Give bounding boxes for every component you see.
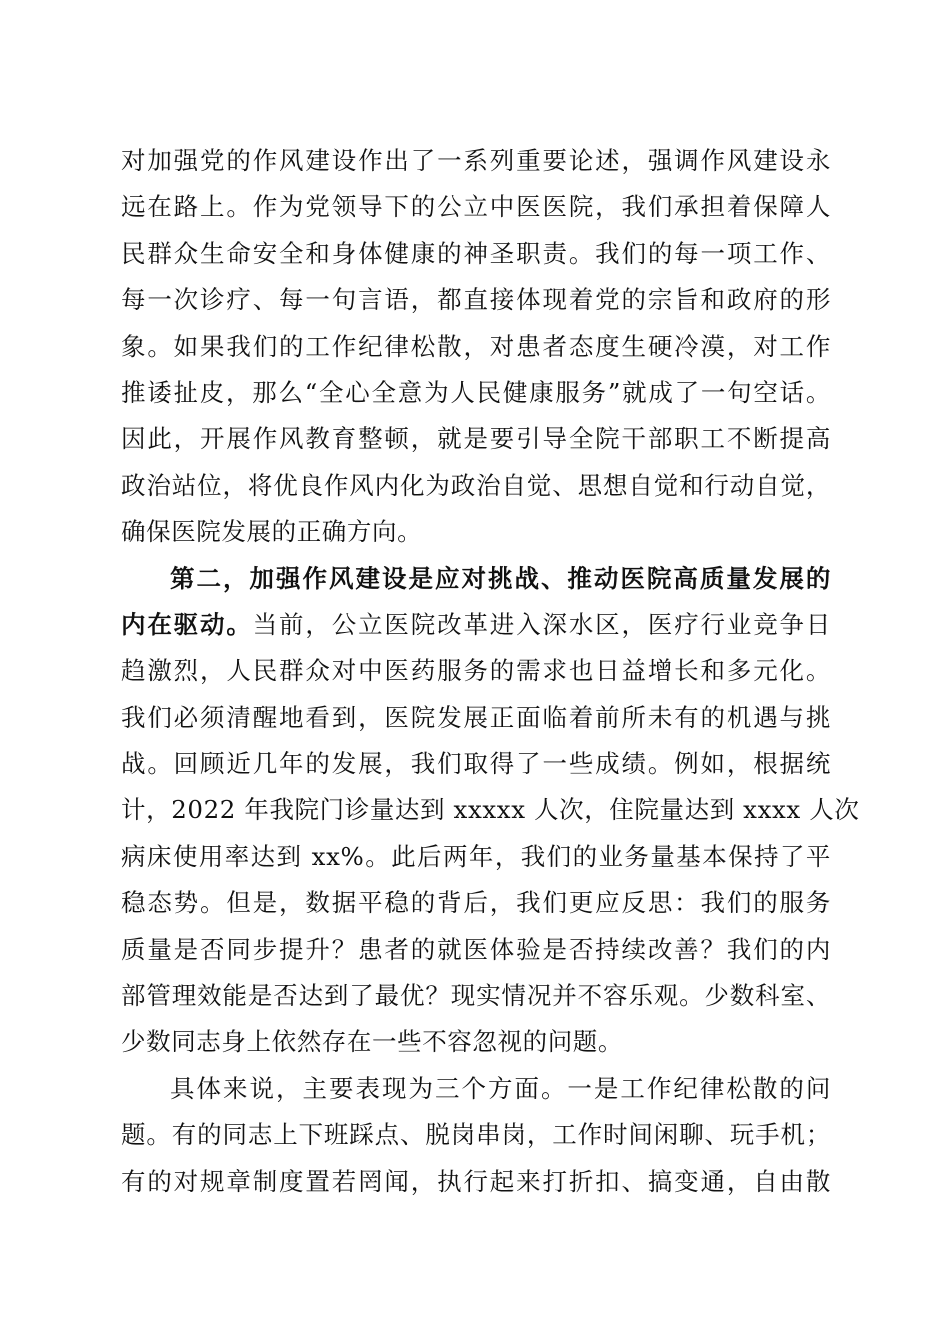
paragraph-1-line-6: 推诿扯皮，那么“全心全意为人民健康服务”就成了一句空话。 [121,377,831,407]
paragraph-1-line-3: 民群众生命安全和身体健康的神圣职责。我们的每一项工作、 [121,238,831,268]
paragraph-1-line-1: 对加强党的作风建设作出了一系列重要论述，强调作风建设永 [121,146,831,175]
paragraph-2-line-4: 我们必须清醒地看到，医院发展正面临着前所未有的机遇与挑 [121,702,831,732]
paragraph-2-line-9: 质量是否同步提升？患者的就医体验是否持续改善？我们的内 [121,934,831,964]
paragraph-1-line-9: 确保医院发展的正确方向。 [121,517,423,547]
paragraph-1-line-4: 每一次诊疗、每一句言语，都直接体现着党的宗旨和政府的形 [121,285,831,315]
paragraph-1-line-2: 远在路上。作为党领导下的公立中医医院，我们承担着保障人 [121,192,831,222]
paragraph-3-line-3: 有的对规章制度置若罔闻，执行起来打折扣、搞变通，自由散 [121,1166,831,1196]
paragraph-3-line-2: 题。有的同志上下班踩点、脱岗串岗，工作时间闲聊、玩手机； [121,1120,831,1150]
paragraph-2-line-11: 少数同志身上依然存在一些不容忽视的问题。 [121,1027,623,1057]
paragraph-2-line-2-rest: 当前，公立医院改革进入深水区，医疗行业竞争日 [252,609,832,639]
paragraph-1-line-8: 政治站位，将优良作风内化为政治自觉、思想自觉和行动自觉， [121,470,831,500]
paragraph-2-line-3: 趋激烈，人民群众对中医药服务的需求也日益增长和多元化。 [121,656,831,686]
paragraph-3-line-1: 具体来说，主要表现为三个方面。一是工作纪律松散的问 [170,1073,831,1103]
paragraph-1-line-5: 象。如果我们的工作纪律松散，对患者态度生硬冷漠，对工作 [121,331,831,361]
paragraph-2-heading-end: 内在驱动。 [121,609,253,639]
paragraph-2-line-7: 病床使用率达到 xx%。此后两年，我们的业务量基本保持了平 [121,841,831,871]
paragraph-2-heading-line-1: 第二，加强作风建设是应对挑战、推动医院高质量发展的 [170,563,831,593]
paragraph-2-line-8: 稳态势。但是，数据平稳的背后，我们更应反思：我们的服务 [121,888,831,918]
document-body [121,138,860,1205]
paragraph-2-line-6: 计，2022 年我院门诊量达到 xxxxx 人次，住院量达到 xxxx 人次 [121,795,860,825]
paragraph-2-line-5: 战。回顾近几年的发展，我们取得了一些成绩。例如，根据统 [121,749,831,779]
paragraph-1-line-7: 因此，开展作风教育整顿，就是要引导全院干部职工不断提高 [121,424,831,454]
paragraph-2-line-2 [121,602,831,648]
paragraph-2-line-10: 部管理效能是否达到了最优？现实情况并不容乐观。少数科室、 [121,981,831,1011]
